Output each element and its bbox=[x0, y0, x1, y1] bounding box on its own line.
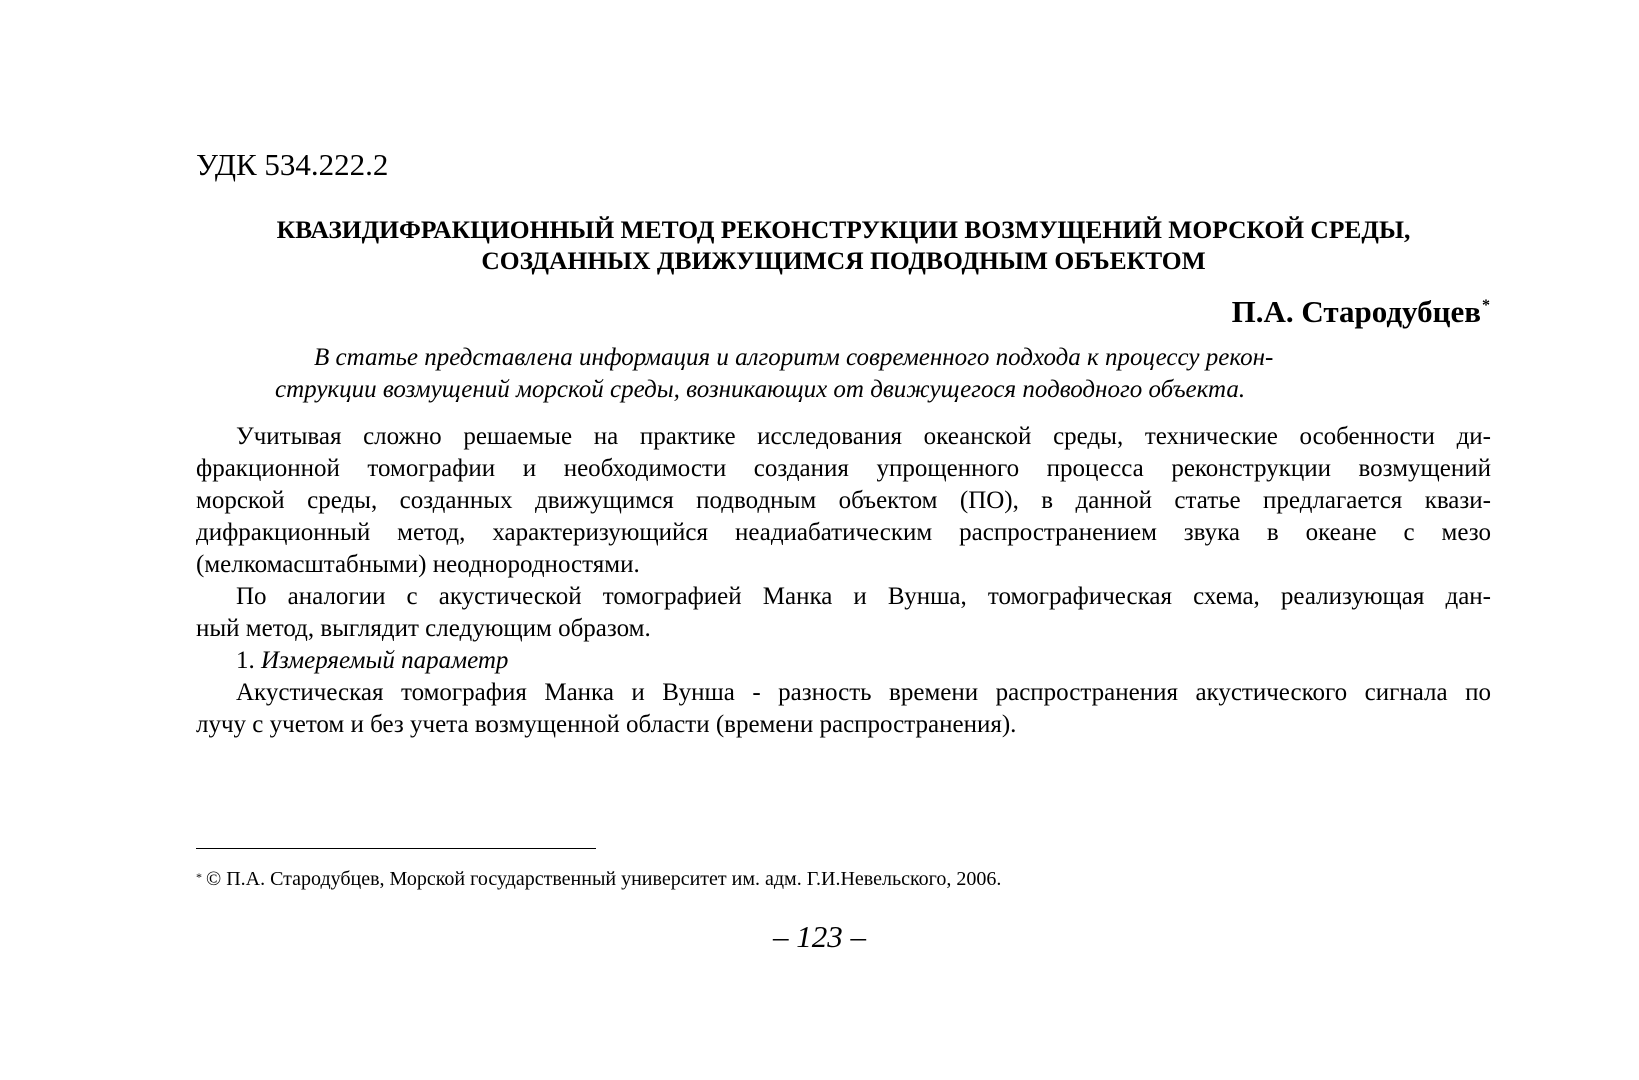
paragraph-1-line: морской среды, созданных движущимся подводным объектом (ПО), в данной статье предлагается квази- bbox=[196, 487, 1491, 514]
title-line-2: СОЗДАННЫХ ДВИЖУЩИМСЯ ПОДВОДНЫМ ОБЪЕКТОМ bbox=[481, 246, 1206, 275]
footnote-separator bbox=[196, 848, 596, 849]
paragraph-3 bbox=[196, 677, 1491, 741]
footnote-text: © П.А. Стародубцев, Морской государственный университет им. адм. Г.И.Невельского, 2006. bbox=[206, 868, 1002, 890]
paragraph-2-line: ный метод, выглядит следующим образом. bbox=[196, 615, 651, 642]
paragraph-3-line: Акустическая томография Манка и Вунша - разность времени распространения акустического сигнала по bbox=[236, 679, 1491, 706]
author bbox=[1232, 293, 1490, 331]
paragraph-2 bbox=[196, 581, 1491, 645]
article-body bbox=[196, 421, 1491, 741]
footnote bbox=[196, 866, 1001, 892]
title-line-1: КВАЗИДИФРАКЦИОННЫЙ МЕТОД РЕКОНСТРУКЦИИ ВОЗМУЩЕНИЙ МОРСКОЙ СРЕДЫ, bbox=[276, 215, 1411, 244]
paragraph-1-line: дифракционный метод, характеризующийся неадиабатическим распространением звука в океане с мезо bbox=[196, 519, 1491, 546]
paragraph-1-line: фракционной томографии и необходимости создания упрощенного процесса реконструкции возмущений bbox=[196, 455, 1491, 482]
udk-code: УДК 534.222.2 bbox=[196, 147, 389, 182]
article-title bbox=[196, 214, 1491, 276]
page-number: – 123 – bbox=[773, 919, 866, 954]
paragraph-1 bbox=[196, 421, 1491, 581]
list-item-1 bbox=[196, 645, 1491, 677]
author-name: П.А. Стародубцев bbox=[1231, 294, 1481, 329]
footnote-mark: * bbox=[196, 870, 202, 884]
abstract bbox=[275, 342, 1411, 406]
paragraph-1-line: (мелкомасштабными) неоднородностями. bbox=[196, 551, 640, 578]
abstract-line-2: струкции возмущений морской среды, возникающих от движущегося подводного объекта. bbox=[275, 376, 1246, 403]
paragraph-1-line: Учитывая сложно решаемые на практике исследования океанской среды, технические особенности ди- bbox=[236, 423, 1491, 450]
list-item-1-number: 1. bbox=[236, 647, 255, 674]
abstract-line-1: В статье представлена информация и алгоритм современного подхода к процессу рекон- bbox=[314, 344, 1274, 371]
paragraph-2-line: По аналогии с акустической томографией Манка и Вунша, томографическая схема, реализующая дан- bbox=[236, 583, 1491, 610]
author-footnote-mark: * bbox=[1482, 297, 1490, 314]
paragraph-3-line: лучу с учетом и без учета возмущенной области (времени распространения). bbox=[196, 711, 1017, 738]
list-item-1-text: Измеряемый параметр bbox=[261, 647, 509, 674]
